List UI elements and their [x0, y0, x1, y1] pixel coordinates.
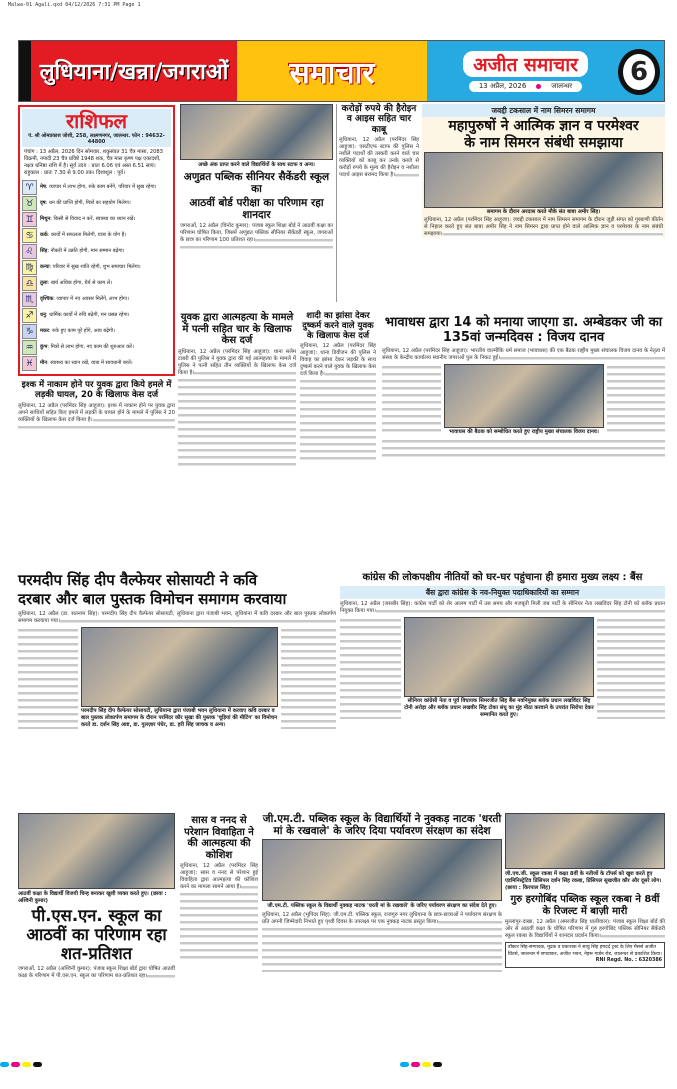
brand-name: अजीत समाचार: [463, 51, 588, 77]
article-saas: [180, 815, 258, 963]
zodiac-forecast: किसी से विवाद न करें, स्वास्थ्य का ध्यान रखें।: [53, 216, 136, 223]
headline-psn: पी.एस.एन. स्कूल का आठवीं का परिणाम रहा शत-प्रतिशत: [26, 906, 167, 963]
zodiac-name: मिथुन: [40, 216, 51, 223]
article-body: जगराओं, 12 अप्रैल (अश्विनी कुमार): पंजाब स्कूल शिक्षा बोर्ड द्वारा घोषित आठवीं कक्षा के परिणाम में पी.एस.एन. स्कूल का परिणाम शत-प्रतिशत रहा।: [18, 965, 175, 979]
masthead-section: लुधियाना/खन्ना/जगराओं: [19, 41, 237, 101]
photo-row: [18, 627, 336, 729]
zodiac-icon: ♑: [22, 324, 37, 339]
photo-block: [404, 617, 594, 719]
headline-bains: कांग्रेस की लोकपक्षीय नीतियों को घर-घर पहुंचाना ही हमारा मुख्य लक्ष्य : बैंस: [362, 572, 643, 583]
headline-kavi-1: परमदीप सिंह दीप वैल्फेयर सोसायटी ने कवि: [18, 571, 258, 589]
photo-caption: अच्छे अंक प्राप्त करने वाले विद्यार्थियों के साथ स्टाफ व अन्य।: [198, 162, 315, 168]
headline-saas: सास व ननद से परेशान विवाहिता ने की आत्महत्या की कोशिश: [184, 815, 254, 861]
photo-block: [444, 364, 604, 436]
dot-icon: [536, 84, 541, 89]
zodiac-item-5: [22, 260, 171, 275]
zodiac-text: वृष: धन की प्राप्ति होगी, मित्रों का सहयोग मिलेगा।: [40, 200, 131, 207]
photo-caption: भावाधस की बैठक को सम्बोधित करते हुए राष्ट्रीय मुख्य संचालक विजय दानव।: [449, 428, 599, 435]
zodiac-name: मीन: [40, 360, 48, 367]
zodiac-item-10: [22, 340, 171, 355]
article-rakba: [505, 813, 665, 968]
masthead: [18, 40, 665, 102]
kicker-bains: बैंस द्वारा कांग्रेस के नव-नियुक्त पदाधिकारियों का सम्मान: [340, 586, 665, 599]
zodiac-item-0: [22, 180, 171, 195]
astrologer-line: पं. श्री ओमप्रकाश जोशी, 258, लक्ष्मणनगर, जालन्धर. फोन : 94632-44800: [22, 133, 171, 147]
zodiac-item-3: [22, 228, 171, 243]
article-body: लुधियाना, 12 अप्रैल (भूपिंदर सिंह): जी.एम.टी. पब्लिक स्कूल, राजगुरु नगर लुधियाना के छात्र-छात्राओं ने पर्यावरण संरक्षण के प्रति अपनी जिम्मेदारी निभाते हुए पृथ्वी दिवस के उपलक्ष्य पर एक नुक्कड़ नाटक प्रस्तुत किया।: [262, 912, 502, 972]
zodiac-item-8: [22, 308, 171, 323]
zodiac-text: कर्क: कार्यों में सफलता मिलेगी, यात्रा के योग हैं।: [40, 232, 127, 239]
zodiac-forecast: परिवार में सुख शांति रहेगी, शुभ समाचार मिलेगा।: [52, 264, 141, 271]
zodiac-text: वृश्चिक: व्यापार में नए अवसर मिलेंगे, लाभ होगा।: [40, 296, 129, 303]
masthead-title: समाचार: [237, 41, 427, 101]
zodiac-name: धनु: [40, 312, 46, 319]
students-victory-photo: [18, 813, 175, 889]
zodiac-item-9: [22, 324, 171, 339]
zodiac-icon: ♓: [22, 356, 37, 371]
article-bains: [340, 572, 665, 719]
book-release-photo: [81, 627, 278, 707]
photo-row: [382, 364, 665, 436]
zodiac-text: मकर: रुके हुए काम पूरे होंगे, आय बढ़ेगी।: [40, 328, 116, 335]
kicker-jawaddi: जवद्दी टकसाल में नाम सिमरन समागम: [422, 104, 665, 117]
zodiac-name: कन्या: [40, 264, 50, 271]
imprint-box: [505, 942, 665, 968]
zodiac-name: तुला: [40, 280, 48, 287]
article-psn: [18, 813, 175, 980]
article-body-continued: [382, 438, 665, 458]
color-registration-bar: [400, 1062, 442, 1067]
article-kavi: [18, 572, 336, 729]
article-body: लुधियाना, 12 अप्रैल (परमिंदर सिंह आहूजा): इश्क में नाकाम होने पर युवक द्वारा अपने साथियों सहित किए हमले में लड़की के घायल होने के मामले में पुलिस ने 20 व्यक्तियों के खिलाफ केस दर्ज किया है।: [18, 403, 175, 433]
headline-gmt: जी.एम.टी. पब्लिक स्कूल के विद्यार्थियों ने नुक्कड़ नाटक 'धरती मां के रखवाले' के जरिए दिया पर्यावरण संरक्षण का संदेश: [262, 813, 502, 838]
rashifal-box: [18, 105, 175, 376]
edition-city: जालन्धर: [551, 81, 573, 90]
felicitation-photo: [404, 617, 594, 697]
headline-ishq: इश्क में नाकाम होने पर युवक द्वारा किये हमले में लड़की घायल, 20 के खिलाफ केस दर्ज: [21, 380, 172, 400]
zodiac-forecast: धन की प्राप्ति होगी, मित्रों का सहयोग मिलेगा।: [48, 200, 131, 207]
dateline: [469, 81, 582, 92]
masthead-brand-block: [427, 41, 664, 101]
headline-rakba: गुरु हरगोबिंद पब्लिक स्कूल रकबा ने 8वीं के रिजल्ट में बाज़ी मारी: [510, 894, 660, 917]
headline-suicide: युवक द्वारा आत्महत्या के मामले में पत्नी सहित चार के खिलाफ केस दर्ज: [180, 312, 294, 346]
article-body: लुधियाना, 12 अप्रैल (परमिंदर सिंह आहूजा): एसटीएफ स्टाफ की पुलिस ने नशीले पदार्थों की तस्करी करने वाले चार व्यक्तियों को काबू कर उनके कब्जे से करोड़ों रुपये के मूल्य की हैरोइन व नशीला पदार्थ आइस बरामद किया है।: [339, 137, 419, 179]
zodiac-text: तुला: खर्च अधिक होगा, धैर्य से काम लें।: [40, 280, 113, 287]
article-ambedkar: [382, 316, 665, 458]
article-body: जगराओं, 12 अप्रैल (विनोद कुमार): पंजाब स्कूल शिक्षा बोर्ड ने आठवीं कक्षा का परिणाम घोषित किया, जिसमें अणुव्रत पब्लिक सीनियर सैकेंडरी स्कूल, जगराओं के छात्र का परिणाम 100 प्रतिशत रहा।: [180, 223, 333, 253]
article-body-continued: [281, 627, 336, 729]
article-gmt: [262, 813, 502, 972]
article-body: लुधियाना, 12 अप्रैल (जसबीर सिंह): कांग्रेस पार्टी को शेर आलम पार्टी में उस समय और मजबूती मिली जब पार्टी के सीनियर नेता लखविंदर सिंह टोनी को ब्लॉक प्रधान नियुक्त किया गया।: [340, 600, 665, 614]
zodiac-text: धनु: धार्मिक कार्यों में रुचि बढ़ेगी, मन प्रसन्न रहेगा।: [40, 312, 130, 319]
headline-jawaddi-2: के नाम सिमरन संबंधी समझाया: [464, 135, 623, 152]
article-body: लुधियाना, 12 अप्रैल (परमिंदर सिंह आहूजा): जवद्दी टकसाल में नाम सिमरन समागम के दौरान जुड़ी संगत को गुरबाणी कीर्तन से निहाल करते हुए संत बाबा अमीर सिंह ने नाम सिमरन द्वारा प्राप्त होने वाले आत्मिक ज्ञान व परमेश्वर के नाम संबंधी समझाया।: [424, 217, 663, 238]
zodiac-text: मीन: स्वास्थ्य का ध्यान रखें, यात्रा में सावधानी बरतें।: [40, 360, 133, 367]
headline-anuvrat-2: आठवीं बोर्ड परीक्षा का परिणाम रहा शानदार: [189, 197, 324, 222]
article-body-continued: [597, 617, 665, 719]
headline-anuvrat-1: अणुव्रत पब्लिक सीनियर सैकेंडरी स्कूल का: [183, 171, 330, 196]
zodiac-icon: ♏: [22, 292, 37, 307]
zodiac-forecast: व्यापार में लाभ होगा, रुके काम बनेंगे, परिवार में सुख रहेगा।: [49, 184, 157, 191]
photo-caption: जी.एम.टी. पब्लिक स्कूल के विद्यार्थी नुक्कड़ नाटक 'धरती मां के रखवाले' के जरिए पर्यावरण संरक्षण का संदेश देते हुए।: [267, 903, 497, 910]
zodiac-icon: ♌: [22, 244, 37, 259]
zodiac-forecast: धार्मिक कार्यों में रुचि बढ़ेगी, मन प्रसन्न रहेगा।: [49, 312, 130, 319]
meeting-photo: [444, 364, 604, 428]
article-body-continued: [340, 617, 401, 719]
zodiac-list: [22, 180, 171, 371]
zodiac-text: सिंह: नौकरी में उन्नति होगी, मान सम्मान बढ़ेगा।: [40, 248, 125, 255]
panchang-text: पंचांग : 13 अप्रैल, 2026 दिन सोमवार, शकुसंवत 31 चैत्र मासा, 2083 विक्रमी, नपादी 23 चैत्र प्रविष्टे 1948 शक, चैत्र मास कृष्ण पक्ष एकादशी, नक्षत्र धनिष्ठा राशि में है। सूर्य उदय : प्रातः 6.06 एवं अस्त 6.51 सायं। राहुकाल : प्रातः 7.30 से 9.00 तक। दिशाशूल : पूर्व।: [24, 149, 163, 176]
zodiac-item-1: [22, 196, 171, 211]
article-jawaddi: [422, 104, 665, 238]
article-body-continued: [607, 364, 665, 436]
headline-kavi-2: दरबार और बाल पुस्तक विमोचन समागम करवाया: [18, 590, 287, 609]
zodiac-name: वृश्चिक: [40, 296, 54, 303]
congregation-photo: [424, 152, 663, 208]
zodiac-forecast: मित्रों से लाभ होगा, नए काम की शुरुआत करें।: [50, 344, 134, 351]
zodiac-forecast: कार्यों में सफलता मिलेगी, यात्रा के योग हैं।: [50, 232, 127, 239]
students-photo: [180, 104, 333, 160]
zodiac-text: कन्या: परिवार में सुख शांति रहेगी, शुभ समाचार मिलेगा।: [40, 264, 141, 271]
article-body: मुल्लांपुर-दाखा, 12 अप्रैल (अमरजीत सिंह धालीवाल): पंजाब स्कूल शिक्षा बोर्ड की ओर से आठवीं कक्षा के घोषित परिणाम में गुरु हरगोबिंद पब्लिक सीनियर सैकेंडरी स्कूल रकबा के विद्यार्थियों ने शानदार प्रदर्शन किया।: [505, 919, 665, 939]
article-body: लुधियाना, 12 अप्रैल (परमिंदर सिंह आहूजा): भारतीय वाल्मीकि धर्म समाज (भावाधस) की एक बैठक राष्ट्रीय मुख्य संचालक विजय दानव के नेतृत्व में संस्था के केन्द्रीय कार्यालय स्थानीय जगराओं पुल के निकट हुई।: [382, 347, 665, 361]
zodiac-forecast: व्यापार में नए अवसर मिलेंगे, लाभ होगा।: [56, 296, 129, 303]
zodiac-name: मकर: [40, 328, 49, 335]
zodiac-name: वृष: [40, 200, 46, 207]
zodiac-icon: ♈: [22, 180, 37, 195]
issue-date: 13 अप्रैल, 2026: [478, 81, 527, 90]
zodiac-name: कुंभ: [40, 344, 48, 351]
photo-caption: समागम के दौरान अरदास करते मौके संत बाबा अमीर सिंह।: [486, 209, 601, 216]
zodiac-name: सिंह: [40, 248, 48, 255]
imprint-text: डॉक्टर सिंह-सम्पादक, मुद्रक व प्रकाशक ने साधु सिंह हमदर्द ट्रस्ट के लिए मैसर्स अजीत प्रिंटर्स, जालन्धर में छपवाकर, अजीत भवन, नेहरू गार्डन रोड, जालन्धर से प्रकाशित किया।: [508, 945, 662, 957]
zodiac-icon: ♉: [22, 196, 37, 211]
zodiac-item-11: [22, 356, 171, 371]
zodiac-item-4: [22, 244, 171, 259]
zodiac-icon: ♎: [22, 276, 37, 291]
zodiac-icon: ♒: [22, 340, 37, 355]
photo-credit: (छाया : अश्विनी कुमार): [18, 891, 167, 904]
zodiac-item-2: [22, 212, 171, 227]
zodiac-forecast: नौकरी में उन्नति होगी, मान सम्मान बढ़ेगा।: [50, 248, 125, 255]
photo-block: [81, 627, 278, 729]
article-suicide: [178, 312, 296, 469]
zodiac-forecast: खर्च अधिक होगा, धैर्य से काम लें।: [50, 280, 113, 287]
zodiac-item-7: [22, 292, 171, 307]
zodiac-text: कुंभ: मित्रों से लाभ होगा, नए काम की शुरुआत करें।: [40, 344, 134, 351]
article-body-continued: [382, 364, 441, 436]
print-slug: Malwa-01 Agali.qxd 04/12/2026 7:31 PM Page 1: [8, 2, 141, 8]
zodiac-icon: ♊: [22, 212, 37, 227]
article-body: लुधियाना, 12 अप्रैल (परमिंदर सिंह आहूजा): थाना सलेम टाबरी की पुलिस ने युवक द्वारा की गई आत्महत्या के मामले में पुलिस ने पत्नी सहित तीन व्यक्तियों के खिलाफ केस दर्ज किया है।: [178, 349, 296, 469]
left-column: [18, 105, 175, 433]
photo-caption: जी.एच.जी. स्कूल रकबा में कक्षा 8वीं के नतीजों के टॉपर्स को खुश करते हुए एडमिनिस्ट्रेटिव प्रिंसिपल दर्शन सिंह रकबा, प्रिंसिपल सुखजीत कौर और दूसरे लोग। (छाया : किरपाल सिंह): [505, 871, 662, 891]
zodiac-forecast: स्वास्थ्य का ध्यान रखें, यात्रा में सावधानी बरतें।: [50, 360, 133, 367]
photo-row: [340, 617, 665, 719]
street-play-photo: [262, 839, 502, 901]
photo-caption: आठवीं कक्षा के विद्यार्थी विजयी चिन्ह बनाकर खुशी व्यक्त करते हुए। (छाया : अश्विनी कुमार): [18, 891, 167, 904]
article-anuvrat: [180, 104, 333, 253]
rashifal-title: राशिफल: [22, 109, 171, 133]
zodiac-item-6: [22, 276, 171, 291]
zodiac-name: मेष: [40, 184, 46, 191]
zodiac-forecast: रुके हुए काम पूरे होंगे, आय बढ़ेगी।: [52, 328, 116, 335]
zodiac-text: मिथुन: किसी से विवाद न करें, स्वास्थ्य का ध्यान रखें।: [40, 216, 136, 223]
zodiac-text: मेष: व्यापार में लाभ होगा, रुके काम बनेंगे, परिवार में सुख रहेगा।: [40, 184, 157, 191]
zodiac-name: कर्क: [40, 232, 48, 239]
headline-ambedkar: भावाधस द्वारा 14 को मनाया जाएगा डा. अम्बेडकर जी का 135वां जन्मदिवस : विजय दानव: [384, 315, 663, 345]
headline-marriage: शादी का झांसा देकर दुष्कर्म करने वाले युवक के खिलाफ केस दर्ज: [302, 311, 374, 341]
rni-number: RNI Regd. No. : 6320386: [595, 958, 662, 963]
headline-jawaddi-1: महापुरुषों ने आत्मिक ज्ञान व परमेश्वर: [448, 118, 639, 134]
zodiac-icon: ♐: [22, 308, 37, 323]
article-marriage: [300, 312, 376, 463]
zodiac-icon: ♍: [22, 260, 37, 275]
article-body-continued: [18, 627, 78, 729]
page-number: 6: [618, 49, 660, 95]
zodiac-icon: ♋: [22, 228, 37, 243]
photo-credit: (छाया : किरपाल सिंह): [505, 885, 551, 891]
article-body: लुधियाना, 12 अप्रैल (डा. सतनाम सिंह): परमदीप सिंह दीप वैल्फेयर सोसायटी, लुधियाना द्वारा पंजाबी भवन, लुधियाना में कवि दरबार और बाल पुस्तक लोकार्पण समागम करवाया गया।: [18, 610, 336, 624]
article-body: लुधियाना, 12 अप्रैल (परमिंदर सिंह आहूजा): सास व ननद से परेशान हुई विवाहिता द्वारा आत्महत्या की कोशिश करने का मामला सामने आया है।: [180, 863, 258, 963]
column-rule: [336, 104, 337, 302]
photo-caption: परमदीप सिंह दीप वैल्फेयर सोसायटी, लुधियाना द्वारा पंजाबी भवन लुधियाना में करवाए कवि दरबार व बाल पुस्तक लोकार्पण समागम के दौरान परमिंदर कौर सूखा की पुस्तक 'चूड़ियां की मीटिंग' का विमोचन करते डा. दर्शन सिंह आष्ट, डा. गुलज़ार पंधेर, डा. हरी सिंह जाचक व अन्य।: [81, 707, 278, 728]
article-body: लुधियाना, 12 अप्रैल (परमिंदर सिंह आहूजा): थाना डिवीजन की पुलिस ने विवाह का झांसा देकर लड़की के साथ दुष्कर्म करने वाले युवक के खिलाफ केस दर्ज किया है।: [300, 343, 376, 463]
headline-heroin: करोड़ों रुपये की हैरोइन व आइस सहित चार काबू: [341, 104, 417, 135]
toppers-photo: [505, 813, 665, 869]
photo-caption: सीनियर कांग्रेसी नेता व पूर्व विधायक सिमरजीत सिंह बैंस नवनियुक्त ब्लॉक प्रधान लखविंदर सिंह टोनी अरोड़ा और ब्लॉक प्रधान लखवीर सिंह टोका संधू का मुंह मीठा करवाने के उपरांत सिरोपा देकर सम्मानित करते हुए।: [404, 697, 594, 718]
article-heroin: [339, 104, 419, 179]
color-registration-bar: [0, 1062, 42, 1067]
